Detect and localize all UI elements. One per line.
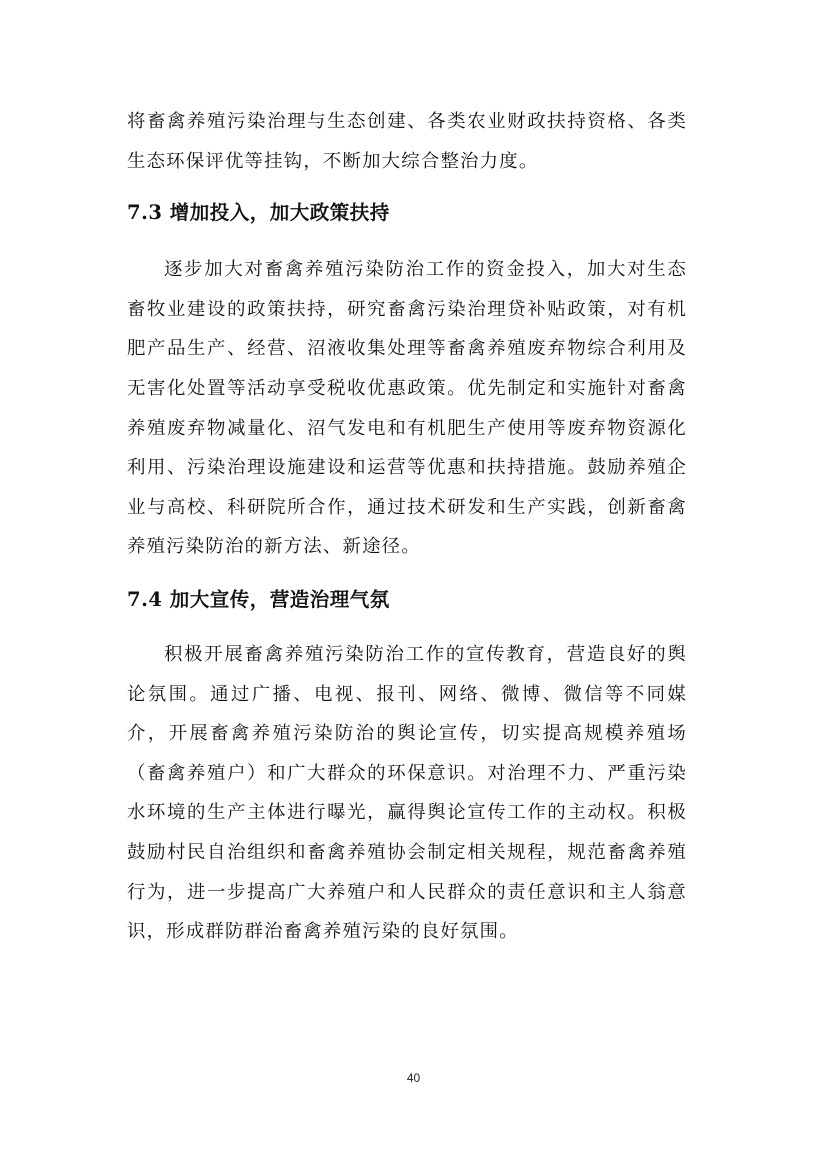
continued-paragraph: 将畜禽养殖污染治理与生态创建、各类农业财政扶持资格、各类生态环保评优等挂钩，不断加大综合整治力度。: [127, 111, 687, 172]
page-content: [127, 102, 687, 952]
section-heading-7-3: 7.3 增加投入，加大政策扶持: [127, 201, 390, 225]
section-heading-7-4: 7.4 加大宣传，营造治理气氛: [127, 587, 390, 611]
section-body-7-4: 积极开展畜禽养殖污染防治工作的宣传教育，营造良好的舆论氛围。通过广播、电视、报刊、网络、微博、微信等不同媒介，开展畜禽养殖污染防治的舆论宣传，切实提高规模养殖场（畜禽养殖户）和广大群众的环保意识。对治理不力、严重污染水环境的生产主体进行曝光，赢得舆论宣传工作的主动权。积极鼓励村民自治组织和畜禽养殖协会制定相关规程，规范畜禽养殖行为，进一步提高广大养殖户和人民群众的责任意识和主人翁意识，形成群防群治畜禽养殖污染的良好氛围。: [127, 643, 687, 943]
section-body-7-3: 逐步加大对畜禽养殖污染防治工作的资金投入，加大对生态畜牧业建设的政策扶持，研究畜禽污染治理贷补贴政策，对有机肥产品生产、经营、沼液收集处理等畜禽养殖废弃物综合利用及无害化处置等活动享受税收优惠政策。优先制定和实施针对畜禽养殖废弃物减量化、沼气发电和有机肥生产使用等废弃物资源化利用、污染治理设施建设和运营等优惠和扶持措施。鼓励养殖企业与高校、科研院所合作，通过技术研发和生产实践，创新畜禽养殖污染防治的新方法、新途径。: [127, 259, 687, 558]
page-number: 40: [406, 1071, 421, 1085]
